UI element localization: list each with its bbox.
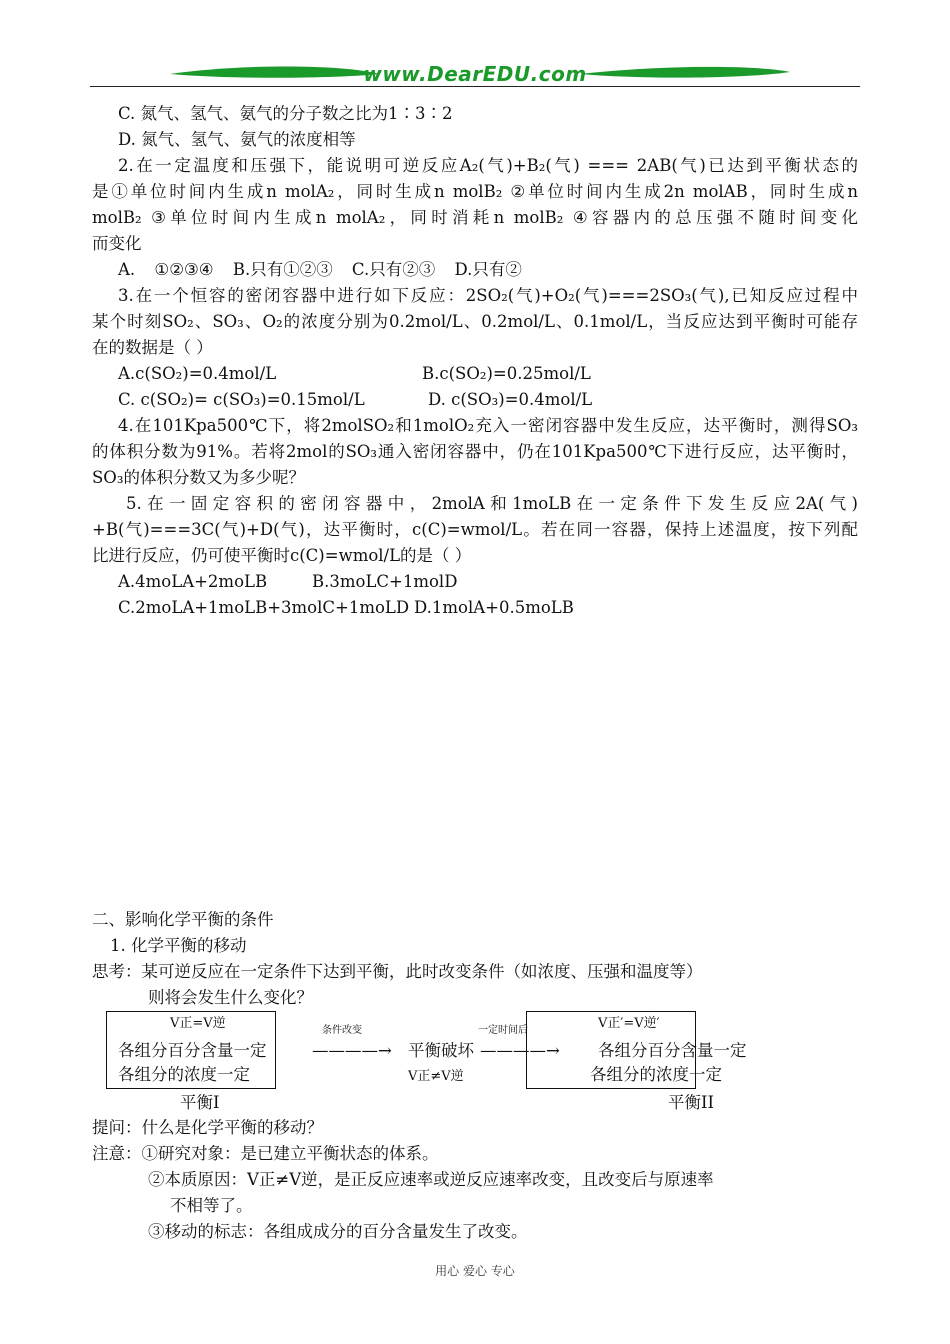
- box1-rate-equal: V正=V逆: [170, 1016, 226, 1031]
- box1-line1: 各组分百分含量一定: [118, 1041, 267, 1060]
- section2-title: 二、影响化学平衡的条件: [92, 910, 274, 929]
- arrow1-label: 条件改变: [322, 1025, 362, 1036]
- q3-option-c: C. c(SO₂)= c(SO₃)=0.15mol/L: [118, 390, 365, 409]
- note-2b: 不相等了。: [170, 1196, 253, 1215]
- q5-line1: 5.在一固定容积的密闭容器中，2molA和1moLB在一定条件下发生反应2A(气): [126, 494, 858, 513]
- q2-line1: 2.在一定温度和压强下，能说明可逆反应A₂(气)+B₂(气) === 2AB(气)已达到平衡状态的: [118, 156, 858, 175]
- q3-option-a: A.c(SO₂)=0.4mol/L: [118, 364, 277, 383]
- q3-line1: 3.在一个恒容的密闭容器中进行如下反应：2SO₂(气)+O₂(气)===2SO₃(气),已知反应过程中: [118, 286, 858, 305]
- page-footer: 用心 爱心 专心: [435, 1264, 515, 1278]
- box1-line2: 各组分的浓度一定: [118, 1065, 250, 1084]
- box2-line1: 各组分百分含量一定: [598, 1041, 747, 1060]
- site-name: www.DearEDU.com: [363, 62, 587, 86]
- think-line1: 思考：某可逆反应在一定条件下达到平衡，此时改变条件（如浓度、压强和温度等）: [92, 962, 703, 981]
- q5-option-c: C.2moLA+1moLB+3molC+1moLD: [118, 598, 410, 617]
- q5-option-b: B.3moLC+1molD: [312, 572, 458, 591]
- q4-line3: SO₃的体积分数又为多少呢？: [92, 468, 305, 487]
- think-line2: 则将会发生什么变化？: [148, 988, 313, 1007]
- box2-rate-equal: V正′=V逆′: [598, 1016, 660, 1031]
- q1-option-c: C. 氮气、氢气、氨气的分子数之比为1∶3∶2: [118, 104, 453, 123]
- q4-line2: 的体积分数为91%。若将2mol的SO₃通入密闭容器中，仍在101Kpa500℃下进行反应，达平衡时，: [92, 442, 858, 461]
- q3-option-d: D. c(SO₃)=0.4mol/L: [428, 390, 593, 409]
- arrow1: ————→: [312, 1041, 392, 1060]
- question-ask: 提问：什么是化学平衡的移动？: [92, 1118, 323, 1137]
- q2-line2: 是①单位时间内生成n molA₂，同时生成n molB₂ ②单位时间内生成2n molAB，同时生成n: [92, 182, 858, 201]
- equilibrium-label-2: 平衡II: [668, 1093, 715, 1112]
- box2-line2: 各组分的浓度一定: [590, 1065, 722, 1084]
- arrow2-label: 一定时间后: [478, 1025, 528, 1036]
- note-1: 注意：①研究对象：是已建立平衡状态的体系。: [92, 1144, 439, 1163]
- q3-option-b: B.c(SO₂)=0.25mol/L: [422, 364, 591, 383]
- note-2a: ②本质原因：V正≠V逆，是正反应速率或逆反应速率改变，且改变后与原速率: [148, 1170, 714, 1189]
- rate-not-equal: V正≠V逆: [408, 1069, 464, 1084]
- q3-line2: 某个时刻SO₂、SO₃、O₂的浓度分别为0.2mol/L、0.2mol/L、0.1mol/L，当反应达到平衡时可能存: [92, 312, 858, 331]
- section2-subtitle: 1. 化学平衡的移动: [110, 936, 247, 955]
- q5-option-a: A.4moLA+2moLB: [118, 572, 268, 591]
- q5-line3: 比进行反应，仍可使平衡时c(C)=wmol/L的是（ ）: [92, 546, 472, 565]
- equilibrium-broken: 平衡破坏: [408, 1041, 474, 1060]
- equilibrium-label-1: 平衡I: [180, 1093, 220, 1112]
- q3-line3: 在的数据是（ ）: [92, 338, 213, 357]
- header-rule: [90, 86, 860, 87]
- q2-line4: 而变化: [92, 234, 142, 253]
- q5-option-d: D.1molA+0.5moLB: [414, 598, 574, 617]
- q2-options: A. ①②③④ B.只有①②③ C.只有②③ D.只有②: [118, 260, 522, 279]
- q5-line2: +B(气)===3C(气)+D(气)，达平衡时，c(C)=wmol/L。若在同一容器，保持上述温度，按下列配: [92, 520, 858, 539]
- q4-line1: 4.在101Kpa500℃下，将2molSO₂和1molO₂充入一密闭容器中发生反应，达平衡时，测得SO₃: [118, 416, 858, 435]
- note-3: ③移动的标志：各组成成分的百分含量发生了改变。: [148, 1222, 528, 1241]
- q2-line3: molB₂ ③单位时间内生成n molA₂，同时消耗n molB₂ ④容器内的总压强不随时间变化: [92, 208, 858, 227]
- q1-option-d: D. 氮气、氢气、氨气的浓度相等: [118, 130, 356, 149]
- arrow2: ————→: [480, 1041, 560, 1060]
